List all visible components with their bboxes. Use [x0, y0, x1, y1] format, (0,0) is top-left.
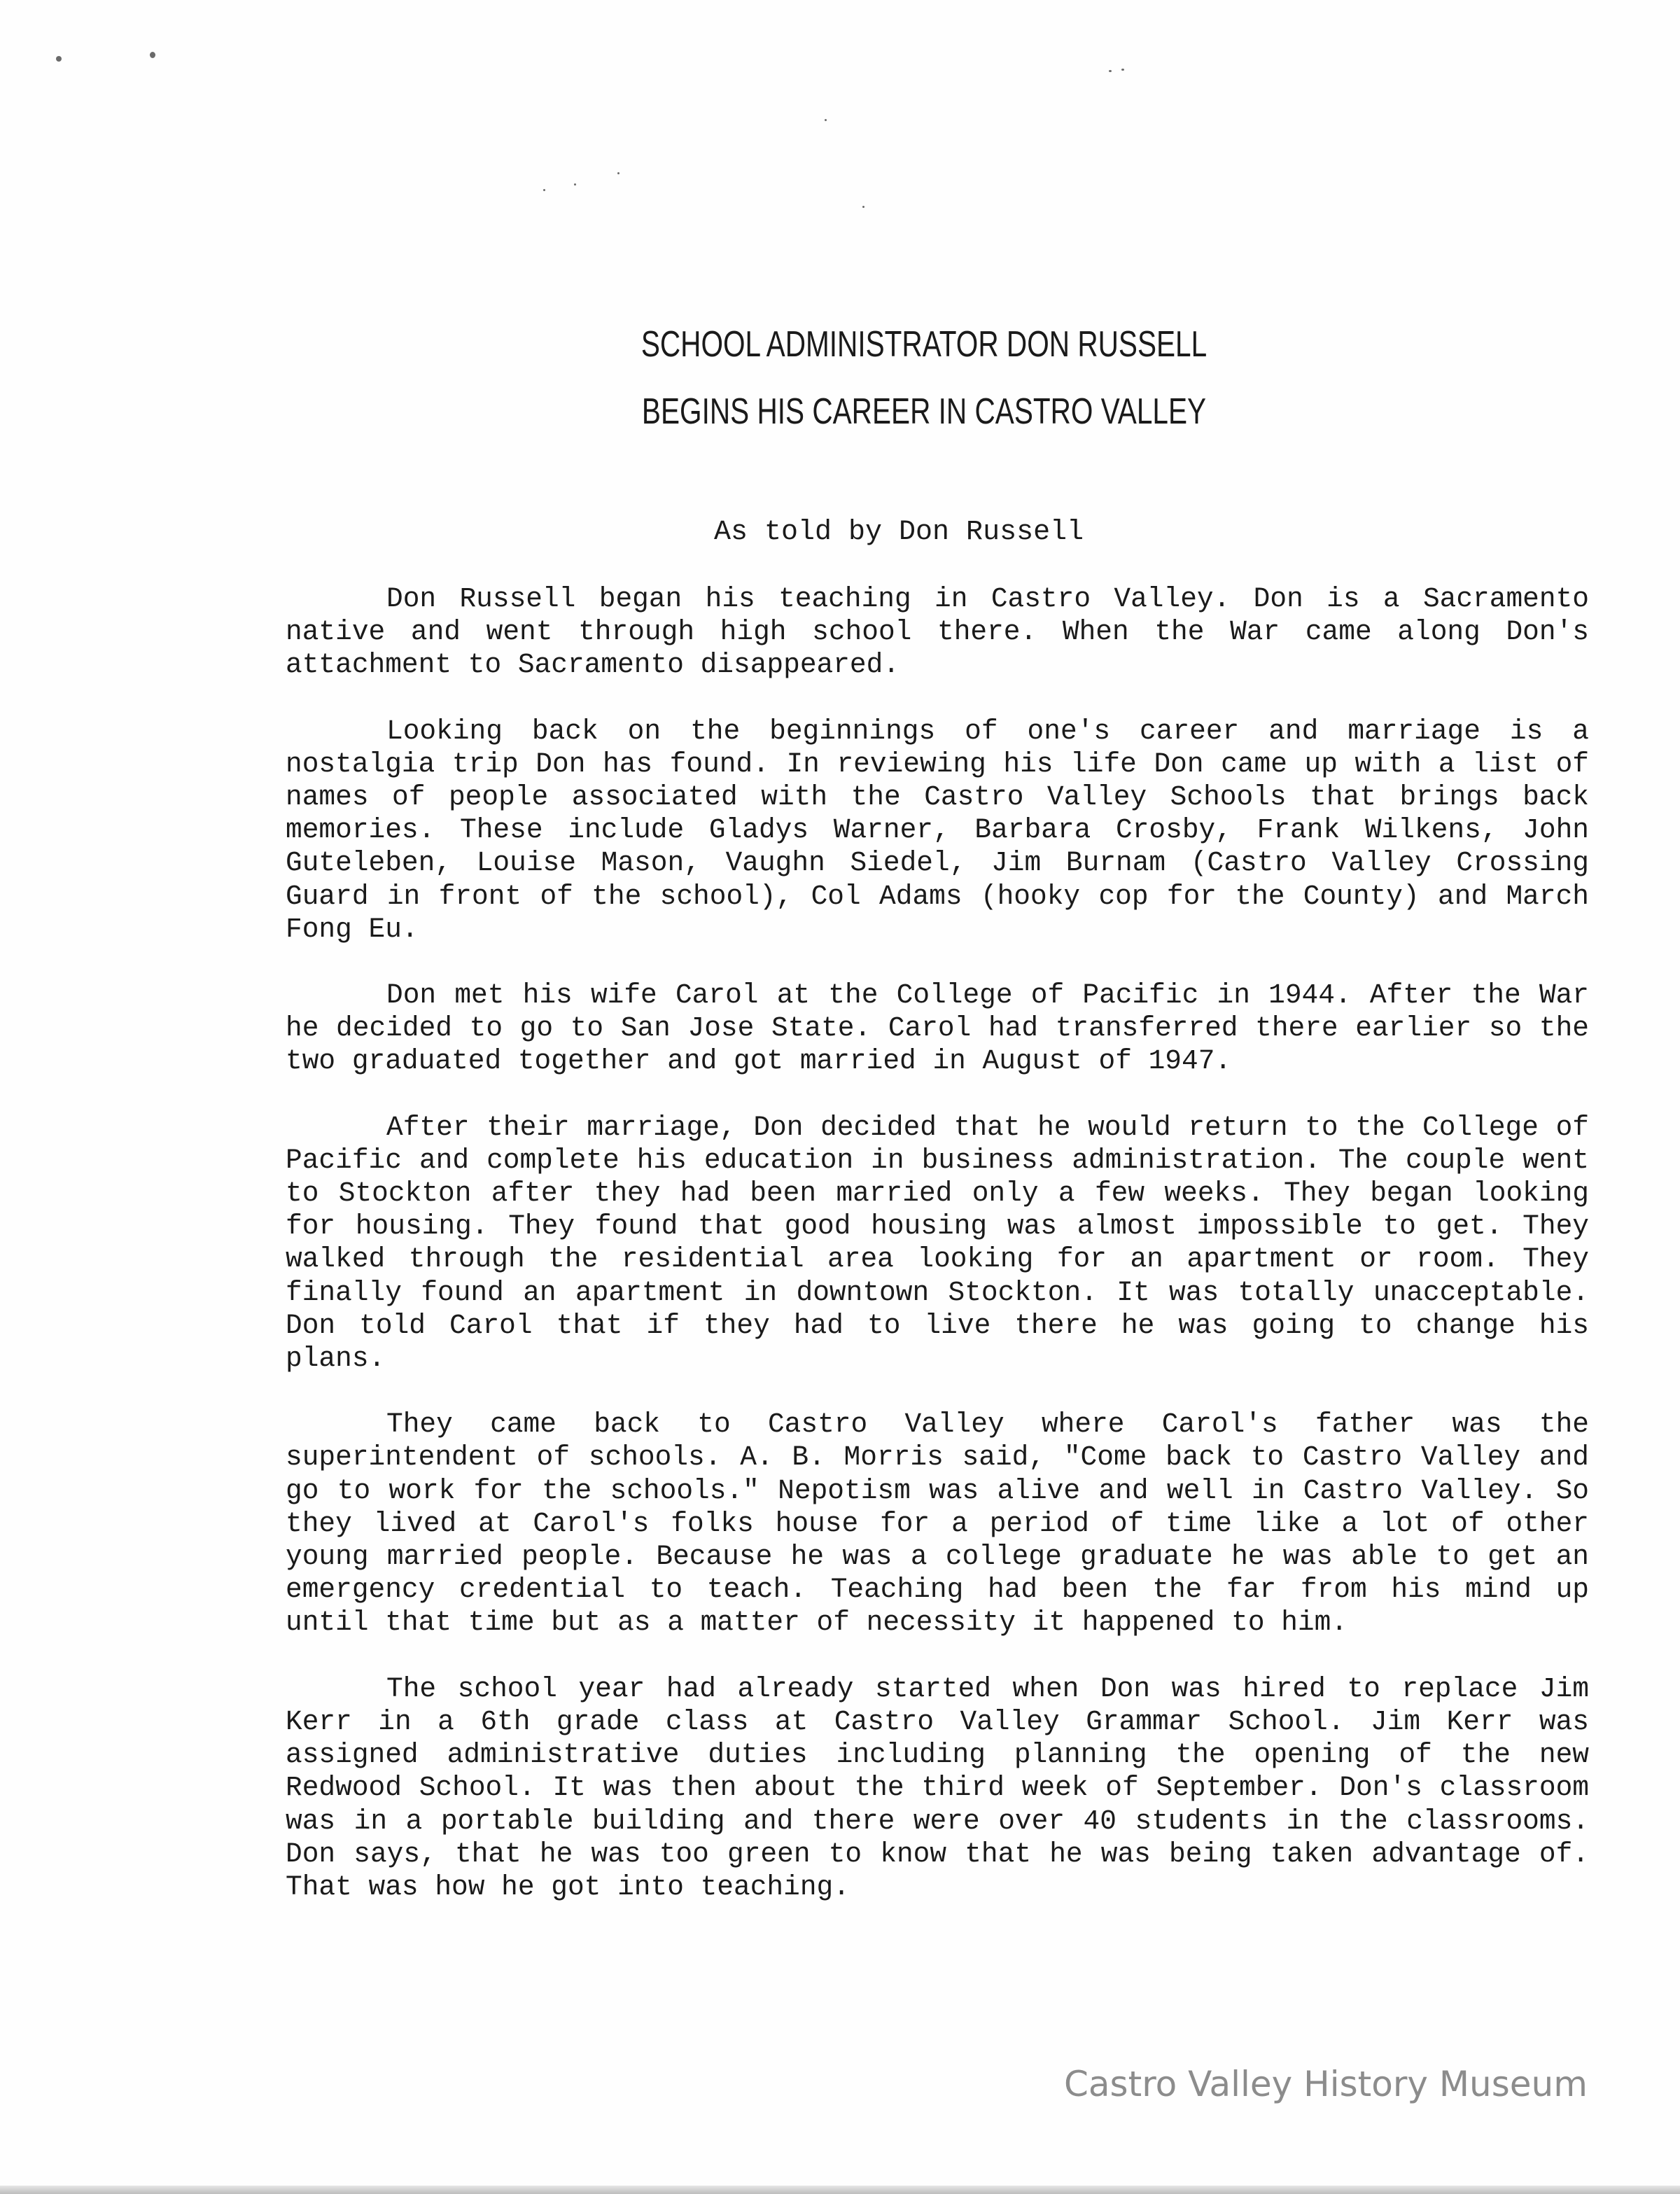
scan-speck	[825, 119, 827, 121]
museum-watermark: Castro Valley History Museum	[1064, 2064, 1588, 2104]
scan-speck	[1109, 70, 1112, 72]
paragraph-1: Don Russell began his teaching in Castro Valley. Don is a Sacramento native and went through high school there. When the War came along Don's attachment to Sacramento disappeared.	[286, 583, 1589, 681]
scan-speck	[1121, 69, 1124, 71]
scan-speck	[543, 189, 545, 191]
scan-speck	[150, 52, 155, 58]
document-title-line-2: BEGINS HIS CAREER IN CASTRO VALLEY	[641, 391, 1207, 432]
document-body	[286, 582, 1589, 1936]
scan-speck	[56, 56, 62, 62]
scan-bottom-edge	[0, 2186, 1680, 2194]
document-title-line-1: SCHOOL ADMINISTRATOR DON RUSSELL	[640, 324, 1208, 365]
scan-speck	[574, 183, 576, 186]
byline: As told by Don Russell	[714, 517, 1084, 548]
paragraph-3: Don met his wife Carol at the College of Pacific in 1944. After the War he decided to go to San Jose State. Carol had transferred there earlier so the two graduated together and got married in August of 1947.	[286, 979, 1589, 1077]
paragraph-4: After their marriage, Don decided that he would return to the College of Pacific and complete his education in business administration. The couple went to Stockton after they had been married only a few weeks. They began looking for housing. They found that good housing was almost impossible to get. They walked through the residential area looking for an apartment or room. They finally found an apartment in downtown Stockton. It was totally unacceptable. Don told Carol that if they had to live there he was going to change his plans.	[286, 1111, 1589, 1375]
paragraph-2: Looking back on the beginnings of one's career and marriage is a nostalgia trip Don has found. In reviewing his life Don came up with a list of names of people associated with the Castro Valley Schools that brings back memories. These include Gladys Warner, Barbara Crosby, Frank Wilkens, John Guteleben, Louise Mason, Vaughn Siedel, Jim Burnam (Castro Valley Crossing Guard in front of the school), Col Adams (hooky cop for the County) and March Fong Eu.	[286, 715, 1589, 945]
paragraph-6: The school year had already started when Don was hired to replace Jim Kerr in a 6th grade class at Castro Valley Grammar School. Jim Kerr was assigned administrative duties including planning the opening of the new Redwood School. It was then about the third week of September. Don's classroom was in a portable building and there were over 40 students in the classrooms. Don says, that he was too green to know that he was being taken advantage of. That was how he got into teaching.	[286, 1672, 1589, 1903]
paragraph-5: They came back to Castro Valley where Carol's father was the superintendent of schools. A. B. Morris said, "Come back to Castro Valley and go to work for the schools." Nepotism was alive and well in Castro Valley. So they lived at Carol's folks house for a period of time like a lot of other young married people. Because he was a college graduate he was able to get an emergency credential to teach. Teaching had been the far from his mind up until that time but as a matter of necessity it happened to him.	[286, 1409, 1589, 1639]
scan-speck	[862, 206, 864, 208]
scan-speck	[617, 172, 620, 174]
